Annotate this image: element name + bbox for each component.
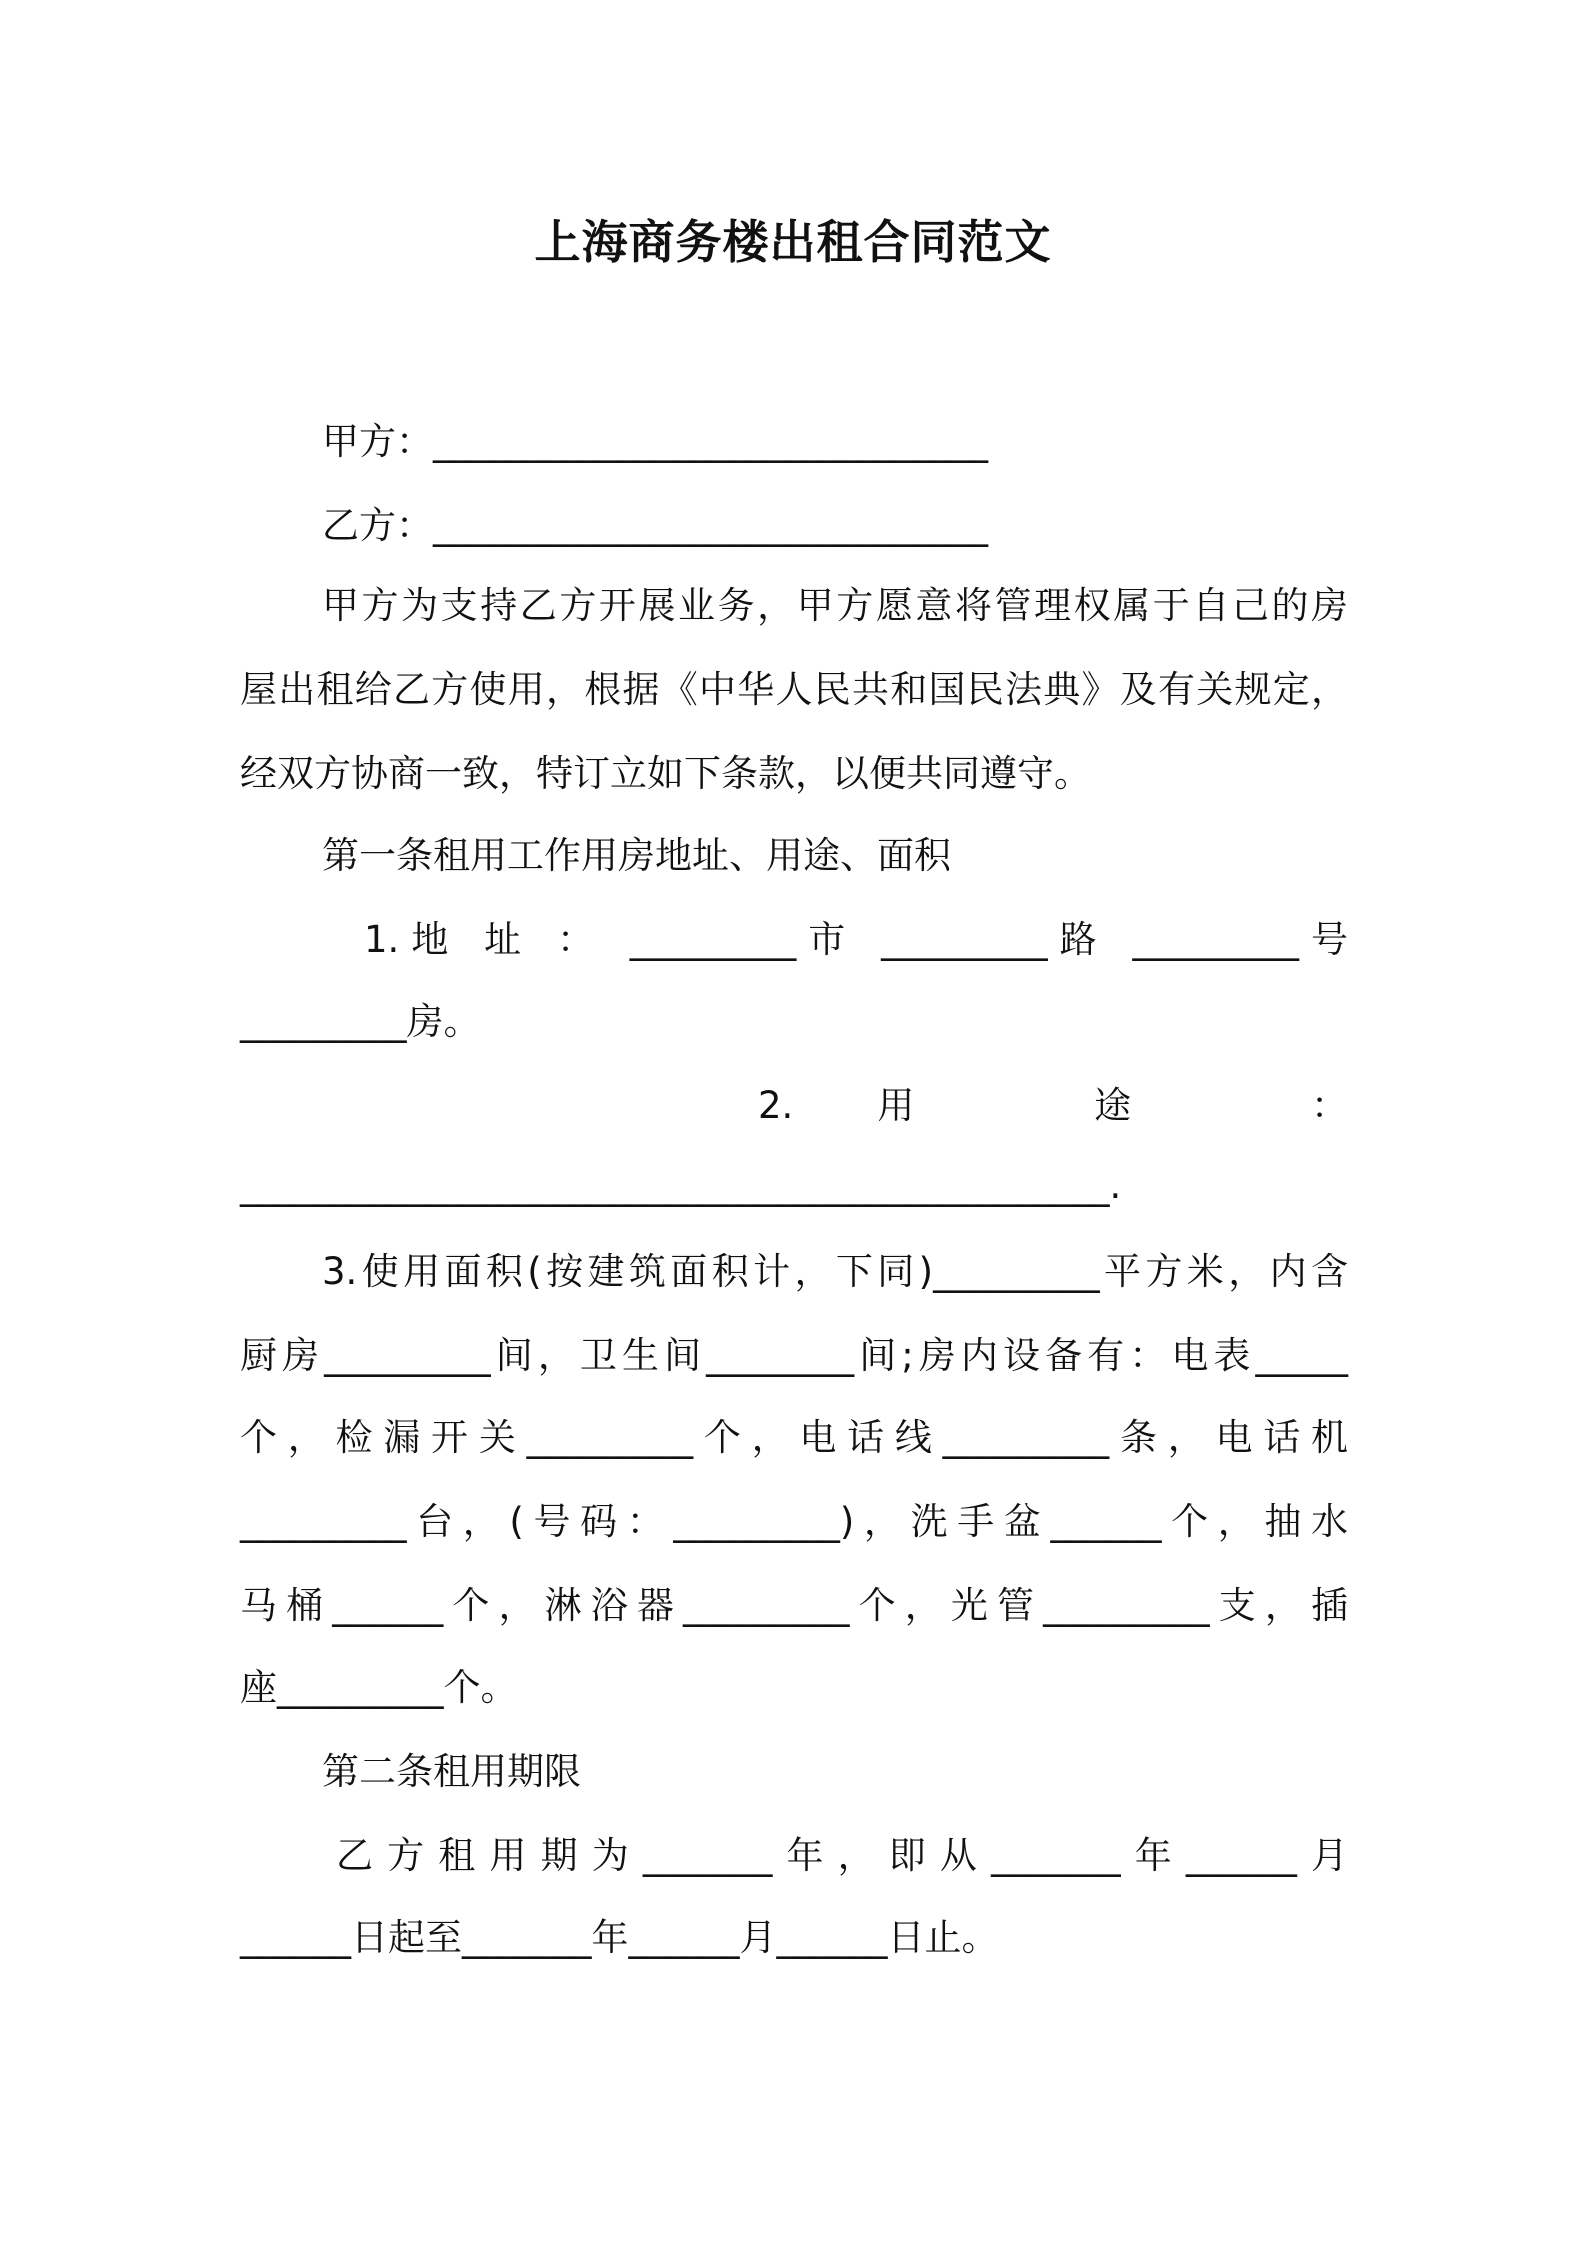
area-line-4: _________台，(号码：_________)，洗手盆______个，抽水 bbox=[240, 1500, 1348, 1543]
preamble-line-1: 甲方为支持乙方开展业务，甲方愿意将管理权属于自己的房 bbox=[322, 584, 1348, 627]
party-a-line: 甲方：______________________________ bbox=[322, 420, 988, 463]
address-line-2: _________房。 bbox=[240, 1000, 481, 1043]
document-title: 上海商务楼出租合同范文 bbox=[534, 215, 1052, 269]
preamble-line-3: 经双方协商一致，特订立如下条款，以便共同遵守。 bbox=[240, 752, 1091, 795]
usage-line-2: _______________________________________________. bbox=[240, 1164, 1122, 1207]
party-b-line: 乙方：______________________________ bbox=[322, 504, 988, 547]
preamble-line-2: 屋出租给乙方使用，根据《中华人民共和国民法典》及有关规定， bbox=[240, 668, 1348, 711]
article-2-heading: 第二条租用期限 bbox=[322, 1750, 581, 1793]
area-line-2: 厨房_________间，卫生间________间;房内设备有：电表_____ bbox=[240, 1334, 1348, 1377]
area-line-3: 个，检漏开关_________个，电话线_________条，电话机 bbox=[240, 1416, 1348, 1459]
term-line-2: ______日起至_______年______月______日止。 bbox=[240, 1916, 999, 1959]
article-1-heading: 第一条租用工作用房地址、用途、面积 bbox=[322, 834, 951, 877]
term-line-1: 乙方租用期为_______年，即从_______年______月 bbox=[336, 1834, 1348, 1877]
area-line-6: 座_________个。 bbox=[240, 1666, 518, 1709]
area-line-5: 马桶______个，淋浴器_________个，光管_________支，插 bbox=[240, 1584, 1348, 1627]
address-line-1: 1.地 址 ： _________市 _________路 _________号 bbox=[364, 918, 1348, 961]
area-line-1: 3.使用面积(按建筑面积计，下同)_________平方米，内含 bbox=[322, 1250, 1348, 1293]
usage-line-1: 2.用 途 ： bbox=[758, 1084, 1348, 1127]
